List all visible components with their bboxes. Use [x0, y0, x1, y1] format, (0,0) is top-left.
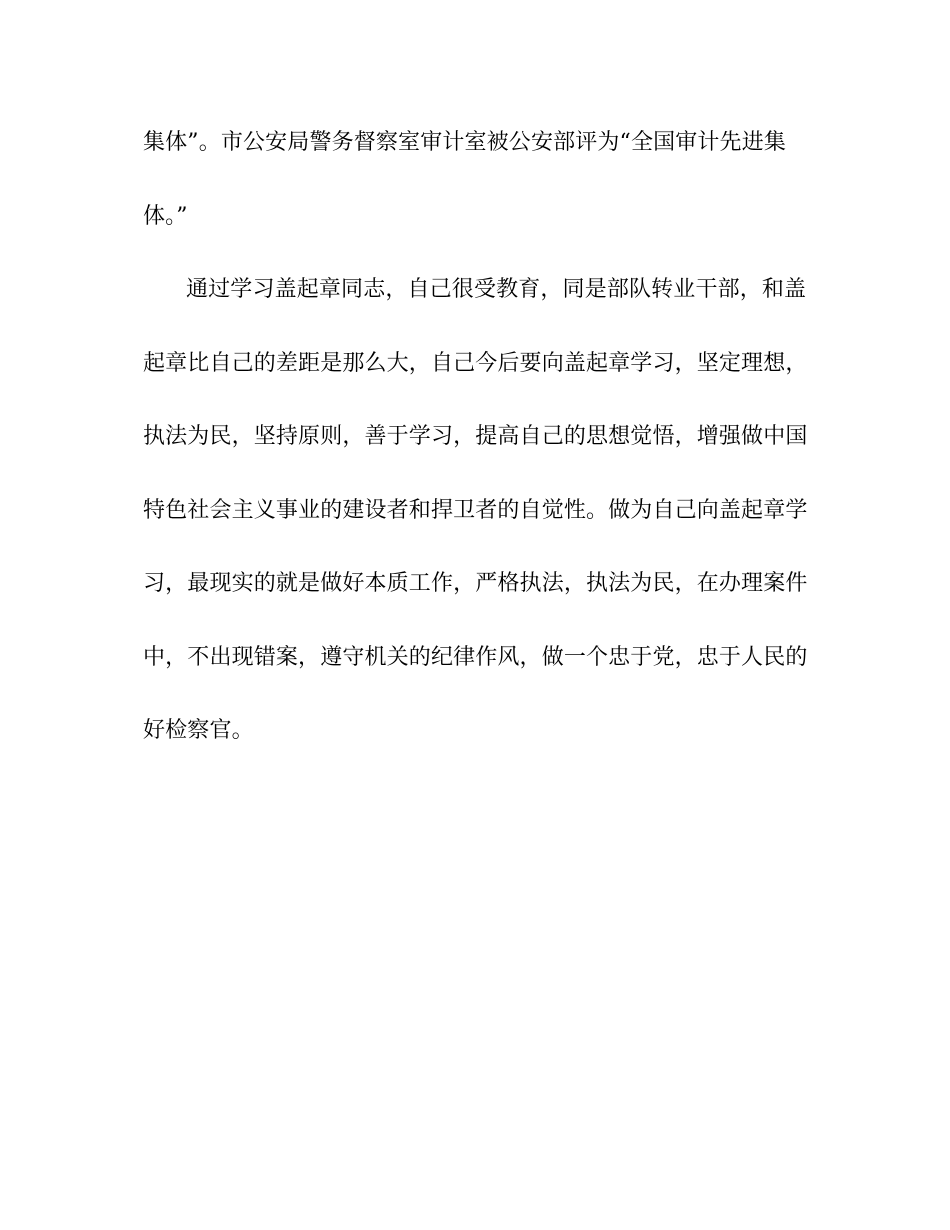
text-line-1: 集体”。市公安局警务督察室审计室被公安部评为“全国审计先进集 — [143, 130, 786, 155]
text-line-2: 体。” — [143, 203, 188, 229]
text-line-8: 中，不出现错案，遵守机关的纪律作风，做一个忠于党，忠于人民的 — [143, 644, 808, 670]
body-text — [143, 118, 808, 780]
paragraph-start-line: 通过学习盖起章同志，自己很受教育，同是部队转业干部，和盖 — [186, 277, 807, 302]
text-line-5: 执法为民，坚持原则，善于学习，提高自己的思想觉悟，增强做中国 — [143, 424, 808, 449]
text-line-4: 起章比自己的差距是那么大，自己今后要向盖起章学习，坚定理想， — [143, 350, 808, 376]
text-line-9: 好检察官。 — [143, 718, 254, 743]
text-line-6: 特色社会主义事业的建设者和捍卫者的自觉性。做为自己向盖起章学 — [143, 497, 808, 523]
text-line-7: 习，最现实的就是做好本质工作，严格执法，执法为民，在办理案件 — [143, 571, 808, 596]
